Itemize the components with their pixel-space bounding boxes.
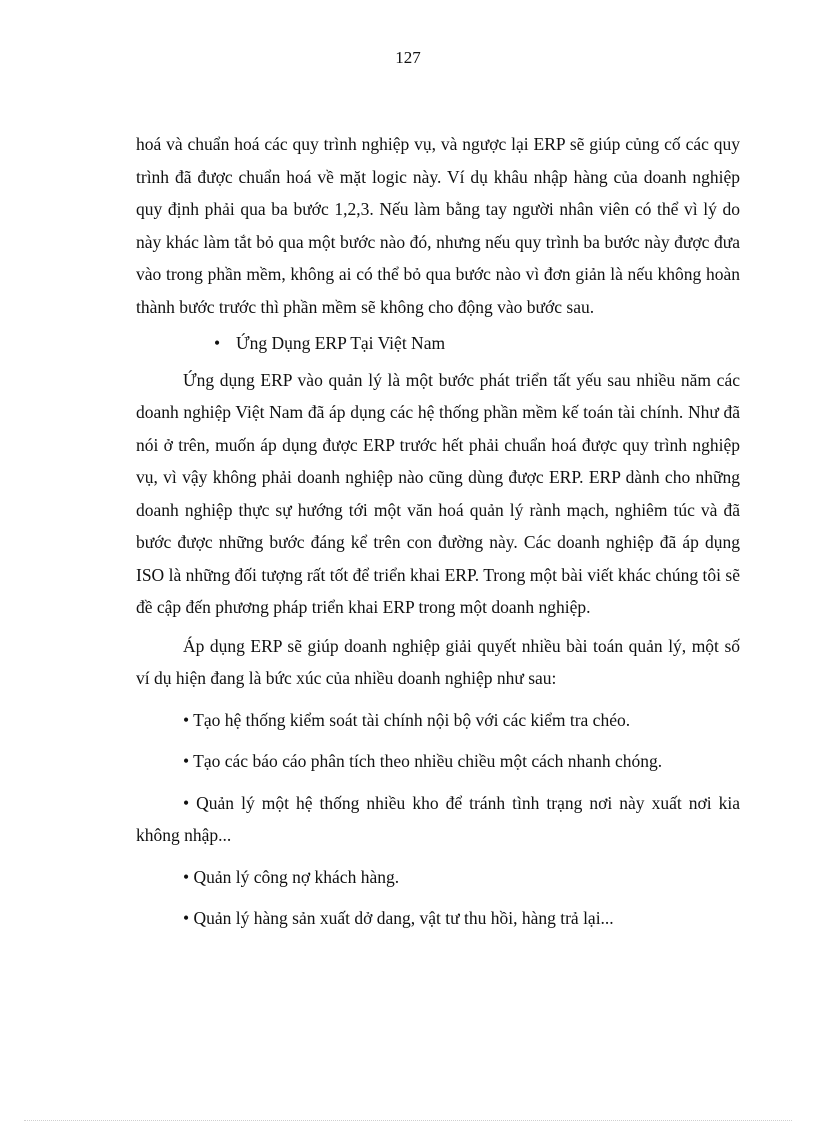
list-item: • Quản lý công nợ khách hàng. <box>183 866 400 887</box>
section-heading-text: Ứng Dụng ERP Tại Việt Nam <box>236 333 446 353</box>
paragraph-erp-vietnam: Ứng dụng ERP vào quản lý là một bước phát triển tất yếu sau nhiều năm các doanh nghiệp Việt Nam đã áp dụng các hệ thống phần mềm kế toán tài chính. Như đã nói ở trên, muốn áp dụng được ERP trước hết phải chuẩn hoá được quy trình nghiệp vụ, vì vậy không phải doanh nghiệp nào cũng dùng được ERP. ERP dành cho những doanh nghiệp thực sự hướng tới một văn hoá quản lý rành mạch, nghiêm túc và đã bước được những bước đáng kể trên con đường này. Các doanh nghiệp đã áp dụng ISO là những đối tượng rất tốt để triển khai ERP. Trong một bài viết khác chúng tôi sẽ đề cập đến phương pháp triển khai ERP trong một doanh nghiệp. <box>136 369 740 617</box>
paragraph-erp-benefits: Áp dụng ERP sẽ giúp doanh nghiệp giải quyết nhiều bài toán quản lý, một số ví dụ hiện đang là bức xúc của nhiều doanh nghiệp như sau: <box>136 635 740 688</box>
document-body <box>136 128 740 935</box>
list-item: • Quản lý một hệ thống nhiều kho để tránh tình trạng nơi này xuất nơi kia không nhập... <box>136 792 740 845</box>
bullet-icon: • <box>214 333 221 353</box>
paragraph-continuation: hoá và chuẩn hoá các quy trình nghiệp vụ, và ngược lại ERP sẽ giúp củng cố các quy trình đã được chuẩn hoá về mặt logic này. Ví dụ khâu nhập hàng của doanh nghiệp quy định phải qua ba bước 1,2,3. Nếu làm bằng tay người nhân viên có thể vì lý do này khác làm tắt bỏ qua một bước nào đó, nhưng nếu quy trình ba bước này được đưa vào trong phần mềm, không ai có thể bỏ qua bước nào vì đơn giản là nếu không hoàn thành bước trước thì phần mềm sẽ không cho động vào bước sau. <box>136 134 740 317</box>
list-item: • Tạo hệ thống kiểm soát tài chính nội bộ với các kiểm tra chéo. <box>183 709 631 730</box>
list-item: • Quản lý hàng sản xuất dở dang, vật tư thu hồi, hàng trả lại... <box>183 908 614 928</box>
list-item: • Tạo các báo cáo phân tích theo nhiều chiều một cách nhanh chóng. <box>183 751 663 771</box>
page-bottom-divider <box>24 1120 792 1121</box>
section-heading <box>136 327 740 360</box>
page-number: 127 <box>395 48 421 67</box>
